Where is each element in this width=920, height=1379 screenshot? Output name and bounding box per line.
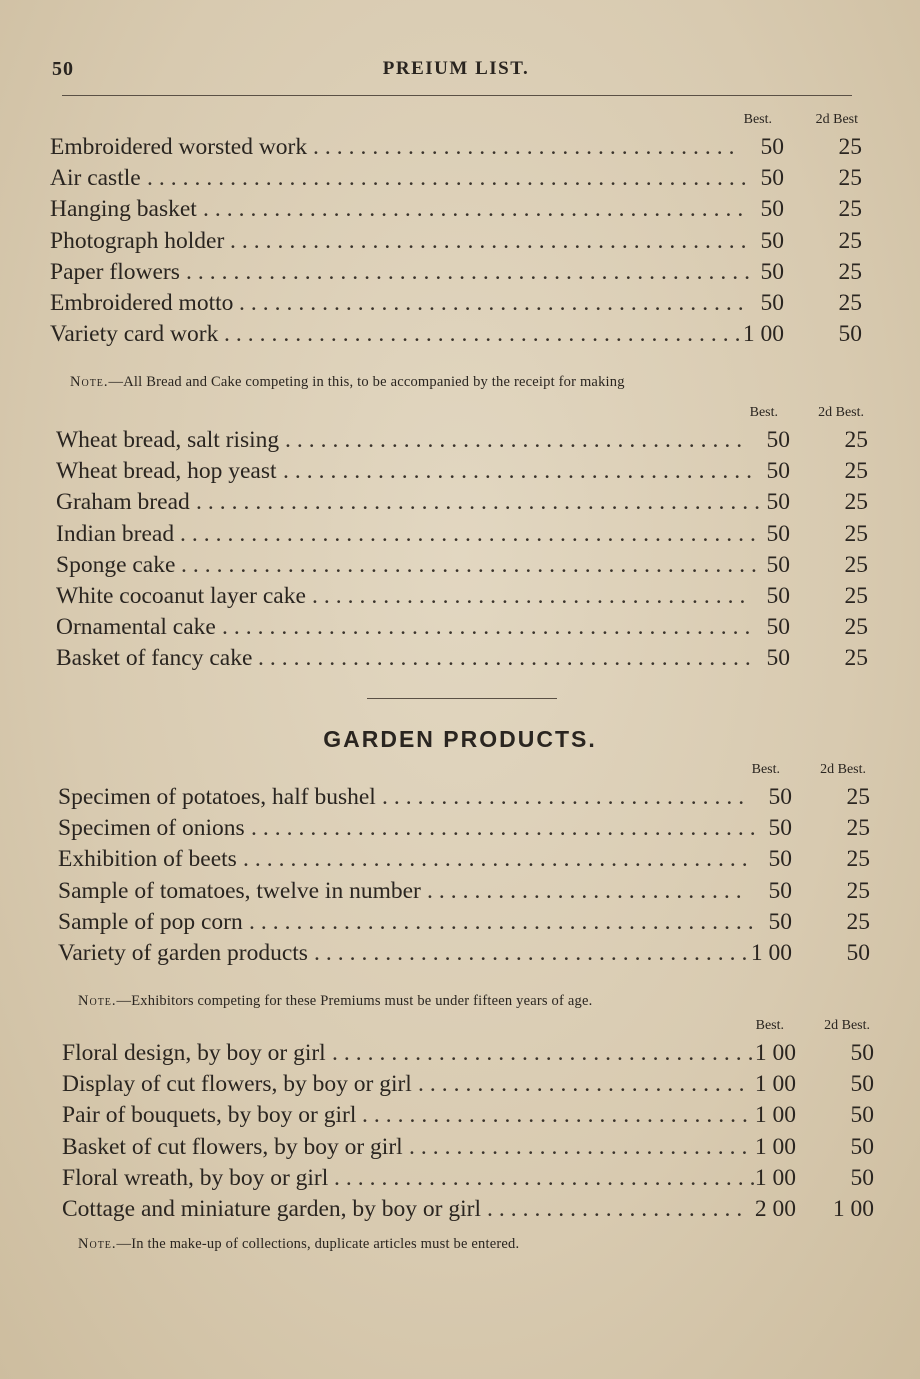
premium-table-floral-youth bbox=[62, 1018, 874, 1225]
second-premium: 25 bbox=[844, 582, 868, 609]
second-premium: 25 bbox=[844, 645, 868, 672]
second-premium: 25 bbox=[844, 427, 868, 453]
best-premium: 1 00 bbox=[754, 1164, 796, 1191]
item-label: Floral wreath, by boy or girl bbox=[62, 1164, 329, 1191]
item-label: Display of cut flowers, by boy or girl bbox=[62, 1071, 412, 1098]
premium-row bbox=[56, 581, 868, 612]
item-label: Basket of fancy cake bbox=[56, 645, 253, 672]
dot-leader: .................................... bbox=[313, 134, 741, 160]
best-premium: 1 00 bbox=[754, 1102, 796, 1129]
item-label: Floral design, by boy or girl bbox=[62, 1040, 326, 1066]
dot-leader: ........................................... bbox=[239, 289, 750, 316]
item-label: Sample of tomatoes, twelve in number bbox=[58, 877, 421, 904]
premium-row bbox=[62, 1194, 874, 1225]
note-bread-cake bbox=[70, 374, 625, 391]
second-premium: 25 bbox=[844, 489, 868, 516]
dot-leader: .......................................... bbox=[258, 645, 757, 672]
note-garden-age bbox=[78, 993, 592, 1010]
best-premium: 50 bbox=[768, 815, 792, 842]
dot-leader: ..................................... bbox=[312, 582, 752, 609]
premium-row bbox=[62, 1132, 874, 1163]
note-text: —In the make-up of collections, duplicate articles must be entered. bbox=[116, 1236, 520, 1252]
section-title-garden-products: GARDEN PRODUCTS. bbox=[323, 726, 597, 752]
item-label: Specimen of potatoes, half bushel bbox=[58, 784, 376, 810]
dot-leader: ........................... bbox=[427, 877, 748, 904]
best-premium: 50 bbox=[760, 227, 784, 254]
premium-row bbox=[50, 194, 862, 225]
best-premium: 50 bbox=[766, 427, 790, 453]
best-premium: 50 bbox=[766, 489, 790, 516]
premium-row bbox=[56, 519, 868, 550]
premium-table-bread-cake bbox=[56, 405, 868, 675]
item-label: Basket of cut flowers, by boy or girl bbox=[62, 1133, 403, 1160]
item-label: Graham bread bbox=[56, 489, 190, 516]
item-label: Indian bread bbox=[56, 520, 175, 547]
col-best-heading: Best. bbox=[751, 762, 780, 777]
premium-row bbox=[62, 1069, 874, 1100]
note-lead: Note. bbox=[78, 993, 117, 1009]
dot-leader: ................................................. bbox=[180, 520, 762, 547]
best-premium: 50 bbox=[768, 908, 792, 935]
premium-row bbox=[56, 425, 868, 456]
item-label: Pair of bouquets, by boy or girl bbox=[62, 1102, 357, 1129]
second-premium: 50 bbox=[846, 939, 870, 966]
second-premium: 50 bbox=[850, 1040, 874, 1066]
note-collections bbox=[78, 1236, 519, 1253]
premium-row bbox=[58, 876, 870, 907]
column-headings bbox=[58, 762, 870, 782]
item-label: Cottage and miniature garden, by boy or girl bbox=[62, 1195, 481, 1222]
premium-row bbox=[50, 163, 862, 194]
item-label: Wheat bread, hop yeast bbox=[56, 458, 277, 485]
dot-leader: ................................................. bbox=[181, 551, 763, 578]
premium-row bbox=[50, 257, 862, 288]
dot-leader: .................................... bbox=[334, 1164, 762, 1191]
page-number: 50 bbox=[52, 58, 74, 80]
column-headings bbox=[50, 112, 862, 132]
second-premium: 25 bbox=[846, 846, 870, 873]
col-second-heading: 2d Best. bbox=[820, 762, 866, 777]
note-text: —Exhibitors competing for these Premiums must be under fifteen years of age. bbox=[116, 993, 593, 1009]
dot-leader: .............................................. bbox=[203, 196, 750, 223]
premium-row bbox=[56, 456, 868, 487]
dot-leader: ........................................... bbox=[251, 815, 762, 842]
second-premium: 25 bbox=[846, 784, 870, 810]
best-premium: 50 bbox=[766, 582, 790, 609]
second-premium: 25 bbox=[838, 134, 862, 160]
premium-table-fancy-work bbox=[50, 112, 862, 350]
item-label: Air castle bbox=[50, 165, 141, 192]
best-premium: 50 bbox=[766, 614, 790, 641]
premium-row bbox=[50, 132, 862, 163]
best-premium: 50 bbox=[760, 196, 784, 223]
second-premium: 25 bbox=[838, 227, 862, 254]
best-premium: 50 bbox=[760, 258, 784, 285]
dot-leader: ................................. bbox=[362, 1102, 754, 1129]
col-best-heading: Best. bbox=[743, 112, 772, 127]
best-premium: 50 bbox=[760, 289, 784, 316]
premium-row bbox=[58, 813, 870, 844]
dot-leader: ............................. bbox=[409, 1133, 754, 1160]
best-premium: 50 bbox=[766, 551, 790, 578]
item-label: Variety of garden products bbox=[58, 939, 308, 966]
dot-leader: ............................... bbox=[382, 784, 751, 810]
note-lead: Note. bbox=[70, 374, 109, 390]
premium-row bbox=[56, 643, 868, 674]
dot-leader: ............................................ bbox=[230, 227, 753, 254]
premium-row bbox=[58, 938, 870, 969]
second-premium: 25 bbox=[838, 258, 862, 285]
second-premium: 25 bbox=[846, 877, 870, 904]
premium-row bbox=[58, 844, 870, 875]
dot-leader: ............................................. bbox=[222, 614, 757, 641]
page-header bbox=[52, 58, 860, 86]
second-premium: 25 bbox=[844, 458, 868, 485]
premium-row bbox=[50, 226, 862, 257]
dot-leader: ........................................ bbox=[283, 458, 758, 485]
item-label: Sponge cake bbox=[56, 551, 176, 578]
premium-row bbox=[56, 487, 868, 518]
column-headings bbox=[56, 405, 868, 425]
running-title: PREIUM LIST. bbox=[382, 58, 530, 79]
premium-row bbox=[62, 1100, 874, 1131]
dot-leader: ...................... bbox=[487, 1195, 749, 1222]
premium-table-garden-products bbox=[58, 762, 870, 969]
col-best-heading: Best. bbox=[749, 405, 778, 420]
premium-row bbox=[62, 1038, 874, 1069]
best-premium: 50 bbox=[768, 784, 792, 810]
column-headings bbox=[62, 1018, 874, 1038]
dot-leader: ....................................... bbox=[285, 427, 749, 453]
second-premium: 25 bbox=[838, 289, 862, 316]
dot-leader: ............................................ bbox=[224, 321, 747, 348]
item-label: Exhibition of beets bbox=[58, 846, 237, 873]
col-best-heading: Best. bbox=[755, 1018, 784, 1033]
second-premium: 50 bbox=[850, 1164, 874, 1191]
item-label: Embroidered worsted work bbox=[50, 134, 308, 160]
item-label: Wheat bread, salt rising bbox=[56, 427, 280, 453]
premium-row bbox=[56, 550, 868, 581]
note-text: —All Bread and Cake competing in this, to be accompanied by the receipt for making bbox=[108, 374, 625, 390]
second-premium: 25 bbox=[844, 551, 868, 578]
col-second-heading: 2d Best. bbox=[818, 405, 864, 420]
premium-row bbox=[58, 907, 870, 938]
dot-leader: ............................ bbox=[418, 1071, 751, 1098]
best-premium: 1 00 bbox=[754, 1133, 796, 1160]
second-premium: 25 bbox=[838, 165, 862, 192]
best-premium: 50 bbox=[766, 520, 790, 547]
second-premium: 50 bbox=[850, 1071, 874, 1098]
premium-row bbox=[62, 1163, 874, 1194]
best-premium: 1 00 bbox=[750, 939, 792, 966]
best-premium: 1 00 bbox=[754, 1040, 796, 1066]
item-label: Variety card work bbox=[50, 321, 219, 348]
dot-leader: ................................................ bbox=[196, 489, 766, 516]
best-premium: 2 00 bbox=[754, 1195, 796, 1222]
second-premium: 50 bbox=[838, 321, 862, 348]
premium-row bbox=[58, 782, 870, 813]
second-premium: 50 bbox=[850, 1102, 874, 1129]
item-label: Embroidered motto bbox=[50, 289, 234, 316]
col-second-heading: 2d Best. bbox=[824, 1018, 870, 1033]
best-premium: 50 bbox=[768, 846, 792, 873]
header-rule bbox=[62, 95, 852, 96]
item-label: Photograph holder bbox=[50, 227, 225, 254]
item-label: Sample of pop corn bbox=[58, 908, 243, 935]
premium-row bbox=[56, 612, 868, 643]
col-second-heading: 2d Best bbox=[815, 112, 858, 127]
dot-leader: .................................... bbox=[332, 1040, 760, 1066]
best-premium: 50 bbox=[760, 134, 784, 160]
best-premium: 1 00 bbox=[742, 321, 784, 348]
second-premium: 25 bbox=[838, 196, 862, 223]
best-premium: 50 bbox=[766, 645, 790, 672]
second-premium: 25 bbox=[844, 614, 868, 641]
second-premium: 25 bbox=[844, 520, 868, 547]
second-premium: 25 bbox=[846, 908, 870, 935]
dot-leader: ........................................... bbox=[243, 846, 754, 873]
best-premium: 50 bbox=[766, 458, 790, 485]
dot-leader: ........................................... bbox=[249, 908, 760, 935]
item-label: Hanging basket bbox=[50, 196, 197, 223]
dot-leader: ................................................... bbox=[147, 165, 753, 192]
note-lead: Note. bbox=[78, 1236, 117, 1252]
item-label: Paper flowers bbox=[50, 258, 180, 285]
dot-leader: ................................................ bbox=[186, 258, 756, 285]
premium-row bbox=[50, 288, 862, 319]
item-label: Ornamental cake bbox=[56, 614, 216, 641]
item-label: White cocoanut layer cake bbox=[56, 582, 306, 609]
item-label: Specimen of onions bbox=[58, 815, 245, 842]
best-premium: 50 bbox=[760, 165, 784, 192]
section-divider bbox=[367, 698, 557, 699]
best-premium: 1 00 bbox=[754, 1071, 796, 1098]
dot-leader: ..................................... bbox=[314, 939, 754, 966]
second-premium: 1 00 bbox=[832, 1195, 874, 1222]
premium-row bbox=[50, 319, 862, 350]
best-premium: 50 bbox=[768, 877, 792, 904]
second-premium: 50 bbox=[850, 1133, 874, 1160]
second-premium: 25 bbox=[846, 815, 870, 842]
